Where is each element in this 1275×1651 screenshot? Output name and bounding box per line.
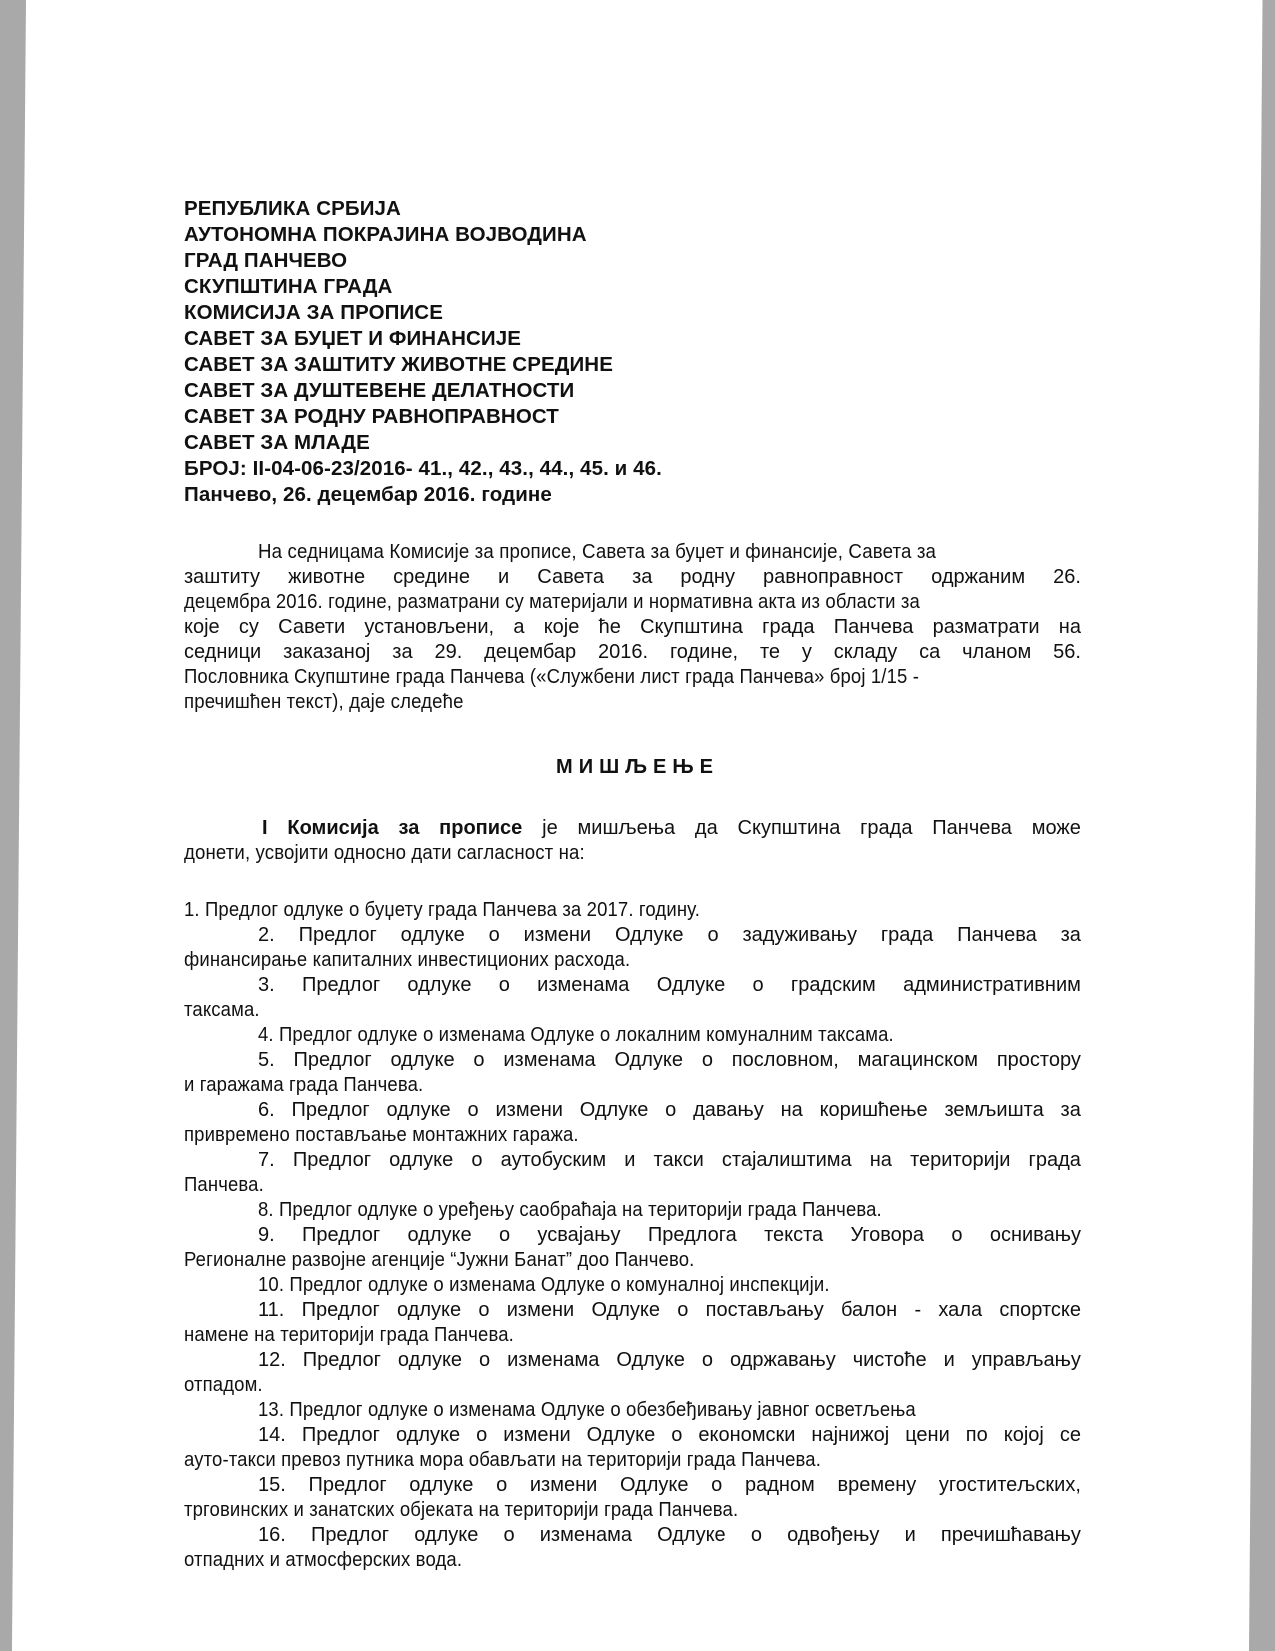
word: одлуке xyxy=(395,1424,461,1446)
word: одлуке xyxy=(400,924,465,946)
item-number: 5. xyxy=(258,1049,275,1071)
word: одлуке xyxy=(390,1049,455,1071)
word: којој xyxy=(1003,1424,1044,1446)
word: изменама xyxy=(539,1524,632,1546)
word: простору xyxy=(996,1049,1081,1071)
item-line xyxy=(258,923,1081,947)
word: које xyxy=(543,616,580,638)
item-number: 1. xyxy=(184,899,200,921)
item-continuation-line: Регионалне развојне агенције “Јужни Банат” доо Панчево. xyxy=(184,1249,695,1271)
word: Уговора xyxy=(850,1224,925,1246)
word: може xyxy=(1031,817,1081,839)
word: одлуке xyxy=(397,1299,462,1321)
word: Панчева xyxy=(957,924,1037,946)
header-line: ГРАД ПАНЧЕВО xyxy=(184,249,348,272)
item-continuation-line: таксама. xyxy=(184,999,260,1021)
word: по xyxy=(965,1424,988,1446)
word: заказаној xyxy=(283,641,371,663)
item-line xyxy=(258,1523,1081,1547)
word: о xyxy=(665,1099,677,1121)
word: територији xyxy=(910,1149,1011,1171)
intro-line xyxy=(184,640,1081,664)
item-text: Предлог одлуке о изменама Одлуке о локалним комуналним таксама. xyxy=(273,1024,894,1046)
item-text: Предлог одлуке о изменама Одлуке о комуналној инспекцији. xyxy=(284,1274,830,1296)
word: изменама xyxy=(537,974,630,996)
item-continuation-line: отпадних и атмосферских вода. xyxy=(184,1549,463,1571)
word: спортске xyxy=(999,1299,1081,1321)
word: пречишћавању xyxy=(940,1524,1081,1546)
word: хала xyxy=(938,1299,983,1321)
word: о xyxy=(503,1524,515,1546)
word: о xyxy=(473,1049,485,1071)
item-text: Предлог одлуке о уређењу саобраћаја на територији града Панчева. xyxy=(273,1199,882,1221)
word: одлуке xyxy=(397,1349,463,1371)
word: измени xyxy=(503,1424,571,1446)
word: Одлуке xyxy=(586,1424,656,1446)
word: изменама xyxy=(507,1349,600,1371)
item-continuation-line: финансирање капиталних инвестиционих расхода. xyxy=(184,949,631,971)
header-line: СКУПШТИНА ГРАДА xyxy=(184,275,393,298)
word: измени xyxy=(523,924,592,946)
intro-line xyxy=(184,565,1081,589)
item-line xyxy=(258,1148,1081,1172)
word: земљишта xyxy=(944,1099,1044,1121)
word: чистоће xyxy=(852,1349,927,1371)
item-number: 11. xyxy=(258,1299,285,1321)
header-line: САВЕТ ЗА МЛАДЕ xyxy=(184,431,370,454)
item-line xyxy=(258,1473,1081,1497)
word: давању xyxy=(693,1099,764,1121)
word: одлуке xyxy=(407,974,472,996)
item-line xyxy=(258,1023,894,1047)
word: седници xyxy=(184,641,262,663)
word: одвођењу xyxy=(787,1524,880,1546)
word: Панчева xyxy=(932,817,1012,839)
word: 56. xyxy=(1053,641,1081,663)
word: одлуке xyxy=(407,1224,472,1246)
word: складу xyxy=(833,641,898,663)
word: о xyxy=(498,1224,511,1246)
word: балон xyxy=(841,1299,898,1321)
word: разматрати xyxy=(932,616,1040,638)
word: о xyxy=(752,974,764,996)
committee-name-word: I xyxy=(262,817,268,839)
word: - xyxy=(914,1299,922,1321)
word: и xyxy=(624,1149,636,1171)
word: угоститељских, xyxy=(938,1474,1081,1496)
word: које xyxy=(184,616,220,638)
word: о xyxy=(467,1099,479,1121)
word: 26. xyxy=(1053,566,1081,588)
word: за xyxy=(392,641,413,663)
word: о xyxy=(478,1299,490,1321)
word: о xyxy=(496,1474,508,1496)
word: економски xyxy=(698,1424,796,1446)
header-line: САВЕТ ЗА ДУШТЕВЕНЕ ДЕЛАТНОСТИ xyxy=(184,379,575,402)
intro-line xyxy=(184,615,1081,639)
item-number: 14. xyxy=(258,1424,286,1446)
word: измени xyxy=(529,1474,598,1496)
item-number: 7. xyxy=(258,1149,275,1171)
word: Предлог xyxy=(298,924,377,946)
word: Предлог xyxy=(291,1099,370,1121)
word: Одлуке xyxy=(656,974,726,996)
word: Одлуке xyxy=(615,924,684,946)
word: Предлог xyxy=(301,974,381,996)
word: аутобуским xyxy=(500,1149,607,1171)
item-line xyxy=(258,973,1081,997)
word: Предлог xyxy=(292,1149,371,1171)
word: је xyxy=(542,817,558,839)
word: измени xyxy=(506,1299,575,1321)
word: Одлуке xyxy=(614,1049,683,1071)
item-text: Предлог одлуке о изменама Одлуке о обезбеђивању јавног осветљења xyxy=(284,1399,916,1421)
word: града xyxy=(762,616,815,638)
item-number: 10. xyxy=(258,1274,285,1296)
word: родну xyxy=(680,566,735,588)
word: Предлог xyxy=(302,1224,381,1246)
item-continuation-line: намене на територији града Панчева. xyxy=(184,1324,514,1346)
item-line xyxy=(184,898,700,922)
item-line xyxy=(258,1273,830,1297)
item-number: 12. xyxy=(258,1349,286,1371)
header-line: КОМИСИЈА ЗА ПРОПИСЕ xyxy=(184,301,443,324)
item-number: 3. xyxy=(258,974,275,996)
word: са xyxy=(919,641,941,663)
header-line: РЕПУБЛИКА СРБИЈА xyxy=(184,197,401,220)
header-line: САВЕТ ЗА ЗАШТИТУ ЖИВОТНЕ СРЕДИНЕ xyxy=(184,353,613,376)
word: о xyxy=(707,924,719,946)
header-line: САВЕТ ЗА БУЏЕТ И ФИНАНСИЈЕ xyxy=(184,327,522,350)
word: животне xyxy=(288,566,366,588)
word: о xyxy=(476,1424,488,1446)
item-number: 2. xyxy=(258,924,275,946)
word: одлуке xyxy=(389,1149,454,1171)
word: у xyxy=(801,641,812,663)
word: за xyxy=(1060,924,1081,946)
word: Предлог xyxy=(302,1349,381,1371)
committee-name-word: Комисија xyxy=(287,817,379,839)
word: одржавању xyxy=(729,1349,836,1371)
item-line xyxy=(258,1398,916,1422)
word: административним xyxy=(903,974,1081,996)
word: постављању xyxy=(705,1299,824,1321)
word: управљању xyxy=(971,1349,1081,1371)
word: установљени, xyxy=(364,616,495,638)
intro-line: На седницама Комисије за прописе, Савета за буџет и финансије, Савета за xyxy=(258,541,937,563)
word: пословном, xyxy=(731,1049,839,1071)
item-number: 4. xyxy=(258,1024,274,1046)
item-number: 9. xyxy=(258,1224,275,1246)
word: града xyxy=(860,817,913,839)
word: Предлог xyxy=(310,1524,390,1546)
item-continuation-line: ауто-такси превоз путника мора обављати на територији града Панчева. xyxy=(184,1449,822,1471)
word: су xyxy=(238,616,259,638)
word: Одлуке xyxy=(579,1099,649,1121)
document-title: МИШЉЕЊЕ xyxy=(556,756,719,778)
item-line xyxy=(258,1423,1081,1447)
word: Одлуке xyxy=(657,1524,726,1546)
word: Одлуке xyxy=(619,1474,689,1496)
item-line xyxy=(258,1348,1081,1372)
word: о xyxy=(701,1349,713,1371)
word: коришћење xyxy=(819,1099,928,1121)
word: одлуке xyxy=(386,1099,451,1121)
word: за xyxy=(1060,1099,1081,1121)
word: измени xyxy=(495,1099,563,1121)
word: радном xyxy=(744,1474,815,1496)
word: одржаним xyxy=(931,566,1026,588)
word: градским xyxy=(790,974,876,996)
word: године, xyxy=(669,641,739,663)
item-number: 6. xyxy=(258,1099,275,1121)
word: о xyxy=(711,1474,723,1496)
word: 2016. xyxy=(597,641,649,663)
item-line xyxy=(258,1298,1081,1322)
item-number: 16. xyxy=(258,1524,286,1546)
word: Предлог xyxy=(301,1424,380,1446)
document-date: Панчево, 26. децембар 2016. године xyxy=(184,483,552,506)
word: чланом xyxy=(962,641,1032,663)
word: Скупштина xyxy=(737,817,841,839)
word: Савети xyxy=(278,616,346,638)
item-continuation-line: и гаражама града Панчева. xyxy=(184,1074,424,1096)
word: Одлуке xyxy=(616,1349,685,1371)
word: за xyxy=(632,566,653,588)
word: Предлог xyxy=(308,1474,387,1496)
word: времену xyxy=(837,1474,917,1496)
item-continuation-line: отпадом. xyxy=(184,1374,263,1396)
word: о xyxy=(479,1349,491,1371)
word: а xyxy=(513,616,525,638)
item-number: 15. xyxy=(258,1474,286,1496)
word: се xyxy=(1059,1424,1081,1446)
item-continuation-line: привремено постављање монтажних гаража. xyxy=(184,1124,579,1146)
word: града xyxy=(1028,1149,1081,1171)
word: текста xyxy=(764,1224,824,1246)
word: и xyxy=(943,1349,955,1371)
word: средине xyxy=(393,566,470,588)
word: о xyxy=(750,1524,762,1546)
intro-line: децембра 2016. године, разматрани су материјали и нормативна акта из области за xyxy=(184,591,920,613)
opinion-lead-line: донети, усвојити односно дати сагласност на: xyxy=(184,842,585,864)
word: заштиту xyxy=(184,566,261,588)
opinion-lead-line xyxy=(262,816,1081,840)
item-line xyxy=(258,1223,1081,1247)
item-line xyxy=(258,1098,1081,1122)
item-continuation-line: трговинских и занатских објеката на територији града Панчева. xyxy=(184,1499,739,1521)
header-line: АУТОНОМНА ПОКРАЈИНА ВОЈВОДИНА xyxy=(184,223,587,246)
word: најнижој xyxy=(811,1424,890,1446)
word: одлуке xyxy=(409,1474,474,1496)
word: о xyxy=(488,924,500,946)
word: стајалиштима xyxy=(721,1149,852,1171)
word: Скупштина xyxy=(640,616,743,638)
item-line xyxy=(258,1048,1081,1072)
word: равноправност xyxy=(763,566,904,588)
word: изменама xyxy=(503,1049,596,1071)
word: цени xyxy=(905,1424,950,1446)
word: мишљења xyxy=(577,817,676,839)
word: ће xyxy=(598,616,621,638)
item-text: Предлог одлуке о буџету града Панчева за 2017. годину. xyxy=(199,899,700,921)
word: Савета xyxy=(537,566,604,588)
header-line: САВЕТ ЗА РОДНУ РАВНОПРАВНОСТ xyxy=(184,405,559,428)
word: те xyxy=(759,641,780,663)
word: о xyxy=(701,1049,713,1071)
intro-line: Пословника Скупштине града Панчева («Службени лист града Панчева» број 1/15 - xyxy=(184,666,920,688)
word: Предлог xyxy=(293,1049,372,1071)
word: одлуке xyxy=(414,1524,479,1546)
word: задуживању xyxy=(742,924,857,946)
word: и xyxy=(498,566,510,588)
word: Панчева xyxy=(833,616,914,638)
word: оснивању xyxy=(989,1224,1081,1246)
word: магацинском xyxy=(857,1049,979,1071)
word: на xyxy=(1058,616,1081,638)
word: о xyxy=(951,1224,963,1246)
word: града xyxy=(880,924,934,946)
word: такси xyxy=(653,1149,704,1171)
committee-name-word: за xyxy=(398,817,420,839)
intro-line: пречишћен текст), даје следеће xyxy=(184,691,464,713)
word: о xyxy=(677,1299,689,1321)
item-number: 13. xyxy=(258,1399,285,1421)
reference-number: БРОЈ: II-04-06-23/2016- 41., 42., 43., 44., 45. и 46. xyxy=(184,457,662,480)
word: Одлуке xyxy=(591,1299,660,1321)
item-line xyxy=(258,1198,882,1222)
word: усвајању xyxy=(537,1224,621,1246)
word: и xyxy=(904,1524,916,1546)
word: о xyxy=(471,1149,483,1171)
word: Предлог xyxy=(301,1299,380,1321)
word: Предлога xyxy=(647,1224,737,1246)
word: о xyxy=(498,974,510,996)
word: на xyxy=(780,1099,803,1121)
item-continuation-line: Панчева. xyxy=(184,1174,264,1196)
word: на xyxy=(869,1149,892,1171)
word: да xyxy=(694,817,718,839)
committee-name-word: прописе xyxy=(439,817,523,839)
word: о xyxy=(671,1424,683,1446)
word: децембар xyxy=(484,641,577,663)
word: 29. xyxy=(434,641,463,663)
item-number: 8. xyxy=(258,1199,274,1221)
